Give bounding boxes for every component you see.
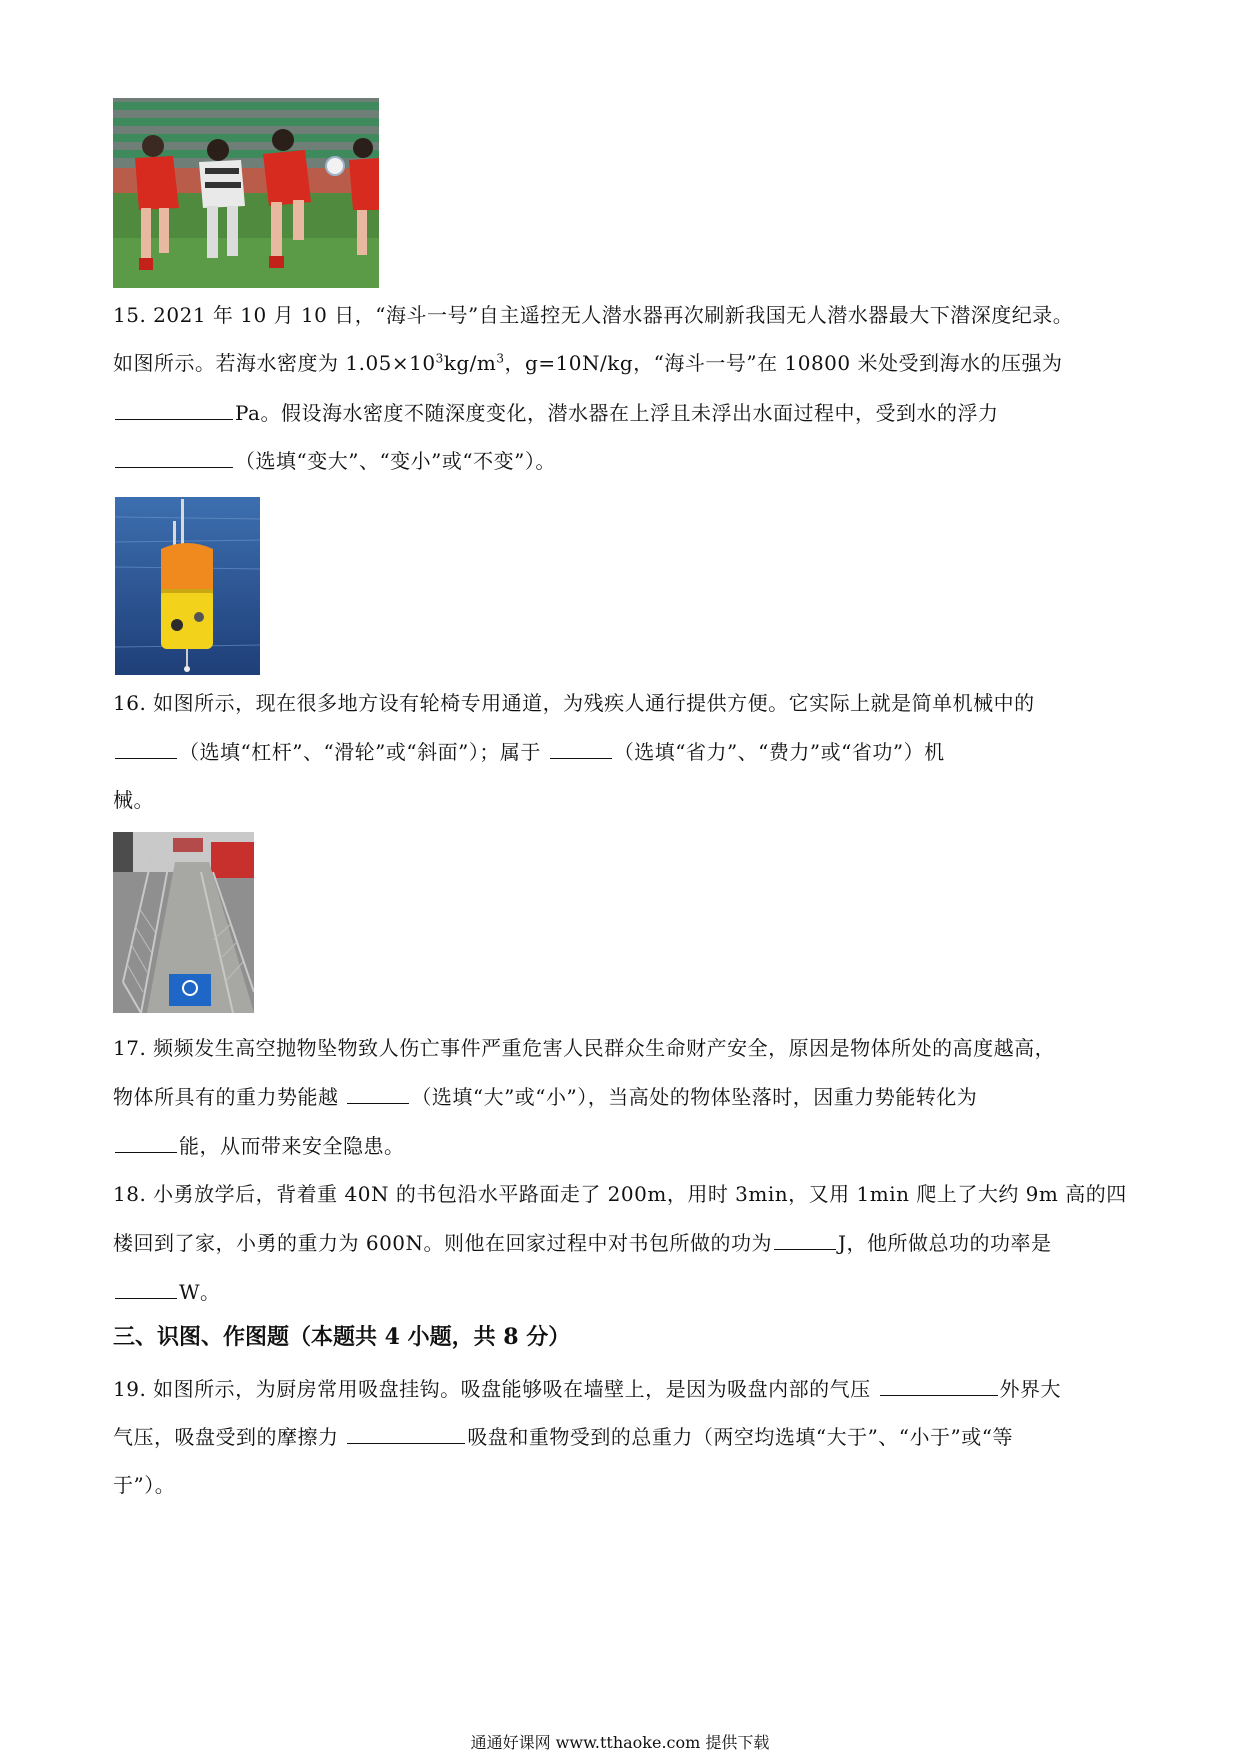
q17-blank-energy-type[interactable]	[115, 1132, 177, 1153]
q18-line2	[113, 1229, 1052, 1256]
q17-line3	[113, 1132, 405, 1159]
q18-line2-part-b: J，他所做总功的功率是	[838, 1231, 1052, 1255]
soccer-photo-illustration	[113, 98, 379, 288]
q19-line1-part-b: 外界大	[999, 1377, 1062, 1401]
page-footer: 通通好课网 www.tthaoke.com 提供下载	[470, 1733, 770, 1752]
q19-line2-part-b: 吸盘和重物受到的总重力（两空均选填“大于”、“小于”或“等	[467, 1425, 1013, 1449]
q18-blank-power[interactable]	[115, 1278, 177, 1299]
q17-line2-part-a: 物体所具有的重力势能越	[113, 1085, 339, 1109]
q18-blank-work[interactable]	[774, 1229, 836, 1250]
q15-line2-part-b: kg/m	[443, 351, 497, 375]
q15-line4	[113, 447, 556, 474]
q18-line3	[113, 1278, 221, 1305]
q15-line2-part-c: ，g=10N/kg，“海斗一号”在 10800 米处受到海水的压强为	[504, 351, 1063, 375]
q15-line1: 15. 2021 年 10 月 10 日，“海斗一号”自主遥控无人潜水器再次刷新我国无人潜水器最大下潜深度纪录。	[113, 303, 1074, 327]
q15-line4-text: （选填“变大”、“变小”或“不变”）。	[235, 449, 556, 473]
q18-line1: 18. 小勇放学后，背着重 40N 的书包沿水平路面走了 200m，用时 3min，又用 1min 爬上了大约 9m 高的四	[113, 1182, 1127, 1206]
q16-line3: 械。	[113, 788, 154, 812]
q18-line2-part-a: 楼回到了家，小勇的重力为 600N。则他在回家过程中对书包所做的功为	[113, 1231, 773, 1255]
q15-line3-text: Pa。假设海水密度不随深度变化，潜水器在上浮且未浮出水面过程中，受到水的浮力	[235, 401, 999, 425]
q19-line2-part-a: 气压，吸盘受到的摩擦力	[113, 1425, 339, 1449]
q16-line2-part-a: （选填“杠杆”、“滑轮”或“斜面”）；属于	[179, 740, 541, 764]
submersible-photo-illustration	[115, 497, 260, 675]
q15-line2-sup2: 3	[496, 351, 505, 366]
q16-blank-machine[interactable]	[115, 738, 177, 759]
q15-line2-sup1: 3	[435, 351, 444, 366]
q19-line3: 于”）。	[113, 1473, 176, 1497]
q15-blank-pressure[interactable]	[115, 399, 233, 420]
q17-line2-part-b: （选填“大”或“小”），当高处的物体坠落时，因重力势能转化为	[411, 1085, 978, 1109]
q16-line2	[113, 738, 945, 765]
q19-blank-pressure-compare[interactable]	[880, 1375, 998, 1396]
q16-line2-part-b: （选填“省力”、“费力”或“省功”）机	[613, 740, 945, 764]
q16-blank-type[interactable]	[550, 738, 612, 759]
q19-line1-part-a: 19. 如图所示，为厨房常用吸盘挂钩。吸盘能够吸在墙壁上，是因为吸盘内部的气压	[113, 1377, 871, 1401]
ramp-photo-illustration	[113, 832, 254, 1013]
q17-blank-energy-size[interactable]	[347, 1083, 409, 1104]
soccer-photo	[113, 98, 379, 288]
q15-blank-buoyancy[interactable]	[115, 447, 233, 468]
q19-blank-friction-compare[interactable]	[347, 1423, 465, 1444]
submersible-photo	[115, 497, 260, 675]
section3-title: 三、识图、作图题（本题共 4 小题，共 8 分）	[113, 1324, 571, 1350]
ramp-photo	[113, 832, 254, 1013]
q17-line2	[113, 1083, 977, 1110]
q15-line3	[113, 399, 998, 426]
q18-line3-text: W。	[179, 1280, 221, 1304]
q19-line1	[113, 1375, 1061, 1402]
q17-line1: 17. 频频发生高空抛物坠物致人伤亡事件严重危害人民群众生命财产安全，原因是物体所处的高度越高，	[113, 1036, 1056, 1060]
q17-line3-text: 能，从而带来安全隐患。	[179, 1134, 405, 1158]
q19-line2	[113, 1423, 1013, 1450]
q15-line2-part-a: 如图所示。若海水密度为 1.05×10	[113, 351, 436, 375]
q15-line2	[113, 350, 1062, 376]
q16-line1: 16. 如图所示，现在很多地方设有轮椅专用通道，为残疾人通行提供方便。它实际上就是简单机械中的	[113, 691, 1035, 715]
